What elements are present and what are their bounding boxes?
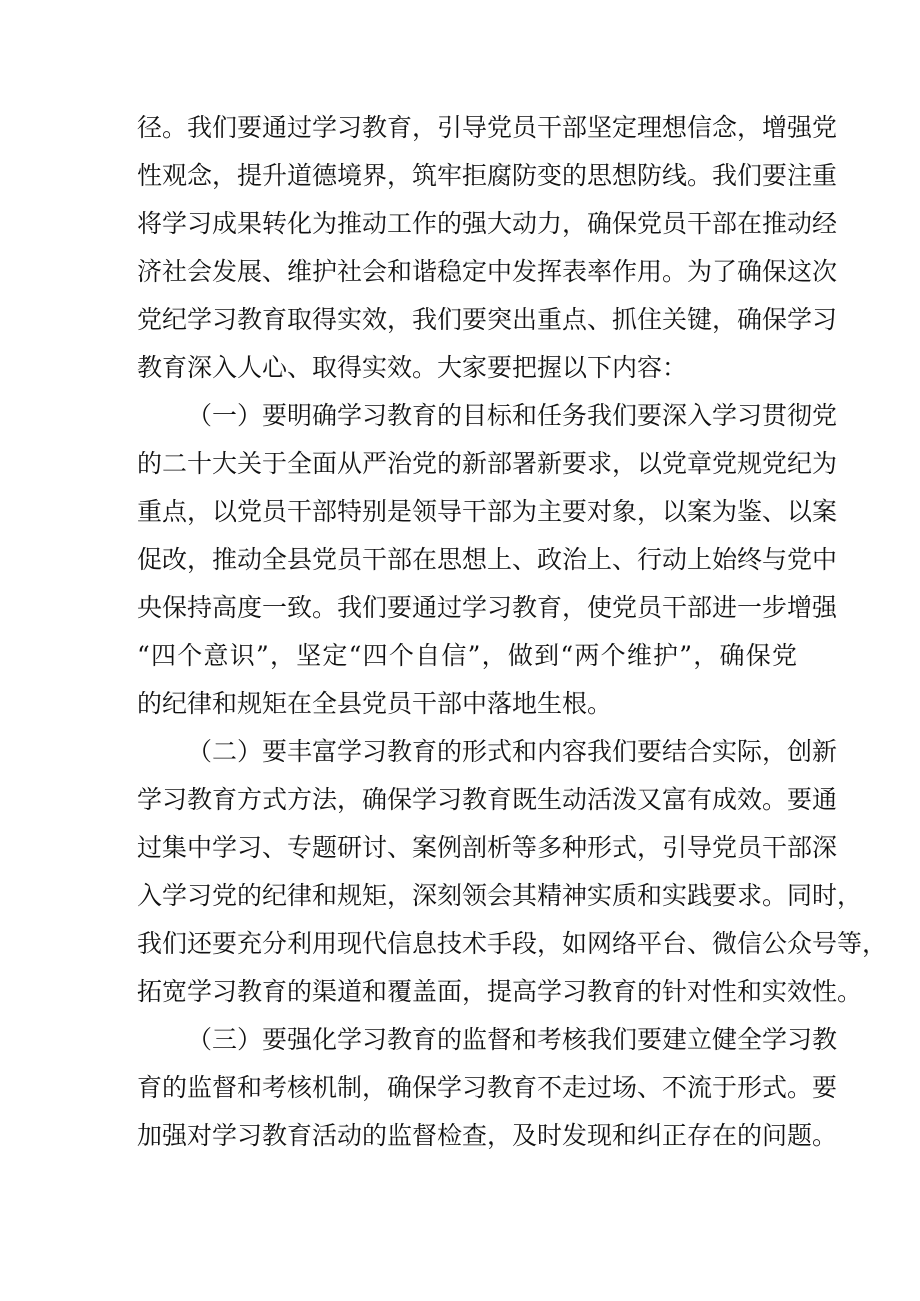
text-line: “四个意识”，坚定“四个自信”，做到“两个维护”，确保党 (137, 641, 797, 670)
text-line: 径。我们要通过学习教育，引导党员干部坚定理想信念，增强党 (137, 113, 838, 142)
text-line: 的二十大关于全面从严治党的新部署新要求，以党章党规党纪为 (137, 449, 838, 478)
text-line: 促改，推动全县党员干部在思想上、政治上、行动上始终与党中 (137, 545, 838, 574)
text-line: 过集中学习、专题研讨、案例剖析等多种形式，引导党员干部深 (137, 833, 838, 862)
text-line: 将学习成果转化为推动工作的强大动力，确保党员干部在推动经 (137, 209, 838, 238)
paragraph-2-first-line: （二）要丰富学习教育的形式和内容我们要结合实际，创新 (187, 737, 838, 766)
text-line: 加强对学习教育活动的监督检查，及时发现和纠正存在的问题。 (137, 1121, 838, 1150)
text-line: 性观念，提升道德境界，筑牢拒腐防变的思想防线。我们要注重 (137, 161, 838, 190)
text-line: 学习教育方式方法，确保学习教育既生动活泼又富有成效。要通 (137, 785, 838, 814)
text-line: 重点，以党员干部特别是领导干部为主要对象，以案为鉴、以案 (137, 497, 838, 526)
text-line: 拓宽学习教育的渠道和覆盖面，提高学习教育的针对性和实效性。 (137, 977, 863, 1006)
text-line: 的纪律和规矩在全县党员干部中落地生根。 (137, 689, 613, 718)
text-line: 济社会发展、维护社会和谐稳定中发挥表率作用。为了确保这次 (137, 257, 838, 286)
text-line: 育的监督和考核机制，确保学习教育不走过场、不流于形式。要 (137, 1073, 838, 1102)
text-line: 教育深入人心、取得实效。大家要把握以下内容： (137, 353, 688, 382)
paragraph-1-first-line: （一）要明确学习教育的目标和任务我们要深入学习贯彻党 (187, 401, 838, 430)
paragraph-3-first-line: （三）要强化学习教育的监督和考核我们要建立健全学习教 (187, 1025, 838, 1054)
text-line: 入学习党的纪律和规矩，深刻领会其精神实质和实践要求。同时， (137, 881, 863, 910)
text-line: 央保持高度一致。我们要通过学习教育，使党员干部进一步增强 (137, 593, 838, 622)
text-line: 我们还要充分利用现代信息技术手段，如网络平台、微信公众号等， (137, 929, 888, 958)
text-line: 党纪学习教育取得实效，我们要突出重点、抓住关键，确保学习 (137, 305, 838, 334)
